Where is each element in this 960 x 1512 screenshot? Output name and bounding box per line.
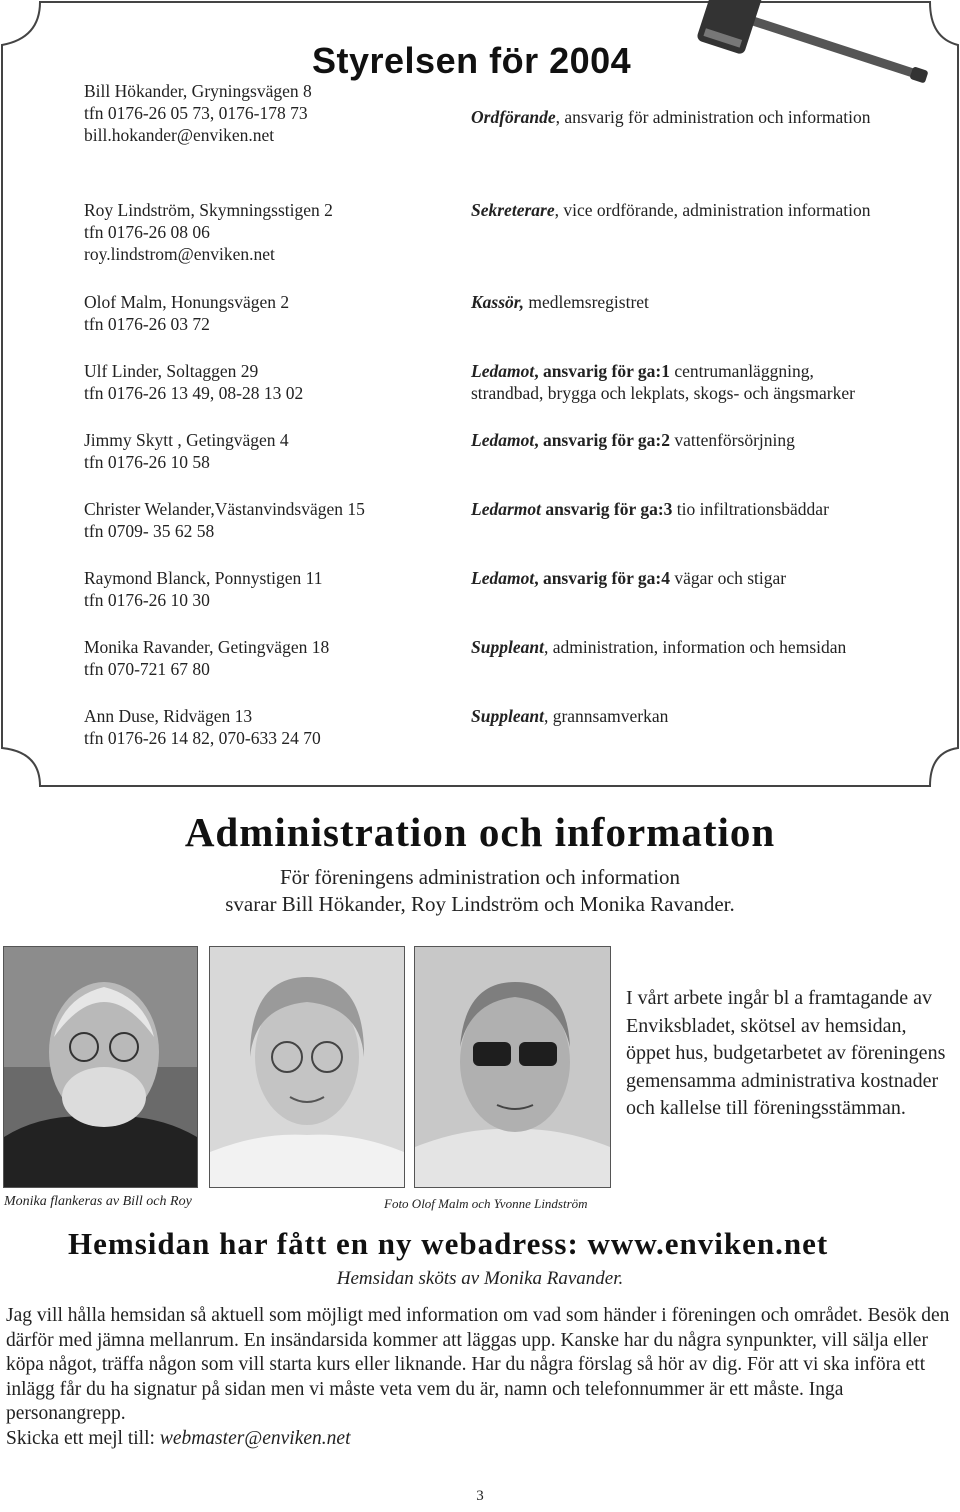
photo-credit: Foto Olof Malm och Yvonne Lindström — [384, 1196, 588, 1211]
role-entry — [471, 199, 871, 221]
role-entry — [471, 291, 649, 313]
member-phone: tfn 0176-26 13 49, 08-28 13 02 — [84, 383, 304, 403]
role-title: Ledarmot — [471, 499, 541, 519]
website-heading: Hemsidan har fått en ny webadress: www.enviken.net — [68, 1226, 829, 1261]
member-name: Christer Welander,Västanvindsvägen 15 — [84, 499, 365, 519]
admin-subtitle — [0, 864, 960, 918]
role-area: ansvarig för ga:3 — [541, 499, 673, 519]
role-description: vägar och stigar — [669, 568, 787, 588]
role-description-continued: strandbad, brygga och lekplats, skogs- och ängsmarker — [471, 383, 855, 403]
email-prefix: Skicka ett mejl till: — [6, 1427, 160, 1449]
role-title: Ledamot — [471, 568, 535, 588]
role-description: centrumanläggning, — [669, 361, 814, 381]
role-description: medlemsregistret — [524, 292, 649, 312]
admin-subtitle-line: svarar Bill Hökander, Roy Lindström och Monika Ravander. — [225, 892, 735, 916]
member-phone: tfn 0709- 35 62 58 — [84, 521, 215, 541]
photo-bill — [3, 946, 198, 1188]
role-title: Kassör, — [471, 292, 525, 312]
role-description: , administration, information och hemsidan — [543, 637, 847, 657]
role-area: , ansvarig för ga:1 — [534, 361, 670, 381]
role-entry — [471, 705, 668, 727]
website-body — [6, 1304, 956, 1451]
role-entry — [471, 360, 855, 404]
webmaster-email-link[interactable]: webmaster@enviken.net — [159, 1427, 351, 1449]
website-paragraph: Jag vill hålla hemsidan så aktuell som möjligt med information om vad som händer i föreningen och området. Besök den därför med jämna mellanrum. En insändarsida kommer att läggas upp. Kanske har du några synpunkter, vill sälja eller köpa något, träffa någon som vill starta kurs eller liknande. Har du några förslag så hör av dig. För att vi ska införa ett inlägg får du ha signatur på sidan men vi måste veta vem du är, namn och telefonnummer är ett måste. Inga personangrepp. — [6, 1305, 950, 1424]
role-description: , vice ordförande, administration information — [554, 200, 871, 220]
role-title: Ledamot — [471, 430, 535, 450]
role-title: Suppleant — [471, 637, 544, 657]
member-phone: tfn 070-721 67 80 — [84, 659, 210, 679]
role-area: , ansvarig för ga:4 — [534, 568, 670, 588]
admin-heading: Administration och information — [184, 809, 776, 855]
role-title: Ordförande — [471, 107, 556, 127]
role-description: , ansvarig för administration och information — [555, 107, 871, 127]
member-phone: tfn 0176-26 10 30 — [84, 590, 210, 610]
member-name: Raymond Blanck, Ponnystigen 11 — [84, 568, 323, 588]
role-area: , ansvarig för ga:2 — [534, 430, 670, 450]
role-description: tio infiltrationsbäddar — [672, 499, 829, 519]
member-phone: tfn 0176-26 03 72 — [84, 314, 210, 334]
member-entry — [84, 636, 329, 680]
member-entry — [84, 498, 365, 542]
photo-roy — [414, 946, 611, 1188]
member-entry — [84, 360, 303, 404]
member-entry — [84, 567, 323, 611]
page-number: 3 — [476, 1488, 484, 1504]
member-phone: tfn 0176-26 08 06 — [84, 222, 210, 242]
member-email[interactable]: bill.hokander@enviken.net — [84, 125, 275, 145]
member-email[interactable]: roy.lindstrom@enviken.net — [84, 244, 275, 264]
role-entry — [471, 498, 829, 520]
member-phone: tfn 0176-26 10 58 — [84, 452, 210, 472]
role-entry — [471, 636, 846, 658]
admin-description: I vårt arbete ingår bl a framtagande av Enviksbladet, skötsel av hemsidan, öppet hus, budgetarbetet av föreningens gemensamma administrativa kostnader och kallelse till föreningsstämman. — [626, 987, 946, 1119]
member-name: Roy Lindström, Skymningsstigen 2 — [84, 200, 333, 220]
email-line — [6, 1427, 956, 1452]
board-title: Styrelsen för 2004 — [312, 40, 632, 81]
member-entry — [84, 80, 312, 146]
member-entry — [84, 291, 289, 335]
role-title: Sekreterare — [471, 200, 555, 220]
role-description: vattenförsörjning — [669, 430, 795, 450]
role-title: Ledamot — [471, 361, 535, 381]
member-phone: tfn 0176-26 14 82, 070-633 24 70 — [84, 728, 321, 748]
admin-subtitle-line: För föreningens administration och information — [279, 865, 681, 889]
role-description: , grannsamverkan — [543, 706, 669, 726]
role-entry — [471, 106, 871, 128]
member-entry — [84, 199, 333, 265]
member-entry — [84, 705, 321, 749]
member-name: Ulf Linder, Soltaggen 29 — [84, 361, 259, 381]
member-name: Ann Duse, Ridvägen 13 — [84, 706, 253, 726]
role-entry — [471, 567, 786, 589]
website-subtitle: Hemsidan sköts av Monika Ravander. — [336, 1268, 624, 1289]
member-entry — [84, 429, 289, 473]
member-phone: tfn 0176-26 05 73, 0176-178 73 — [84, 103, 308, 123]
gavel-icon — [690, 0, 960, 95]
photo-caption: Monika flankeras av Bill och Roy — [4, 1194, 192, 1209]
role-title: Suppleant — [471, 706, 544, 726]
member-name: Olof Malm, Honungsvägen 2 — [84, 292, 290, 312]
member-name: Jimmy Skytt , Getingvägen 4 — [84, 430, 289, 450]
member-name: Monika Ravander, Getingvägen 18 — [84, 637, 330, 657]
photo-monika — [209, 946, 405, 1188]
role-entry — [471, 429, 795, 451]
member-name: Bill Hökander, Gryningsvägen 8 — [84, 81, 312, 101]
